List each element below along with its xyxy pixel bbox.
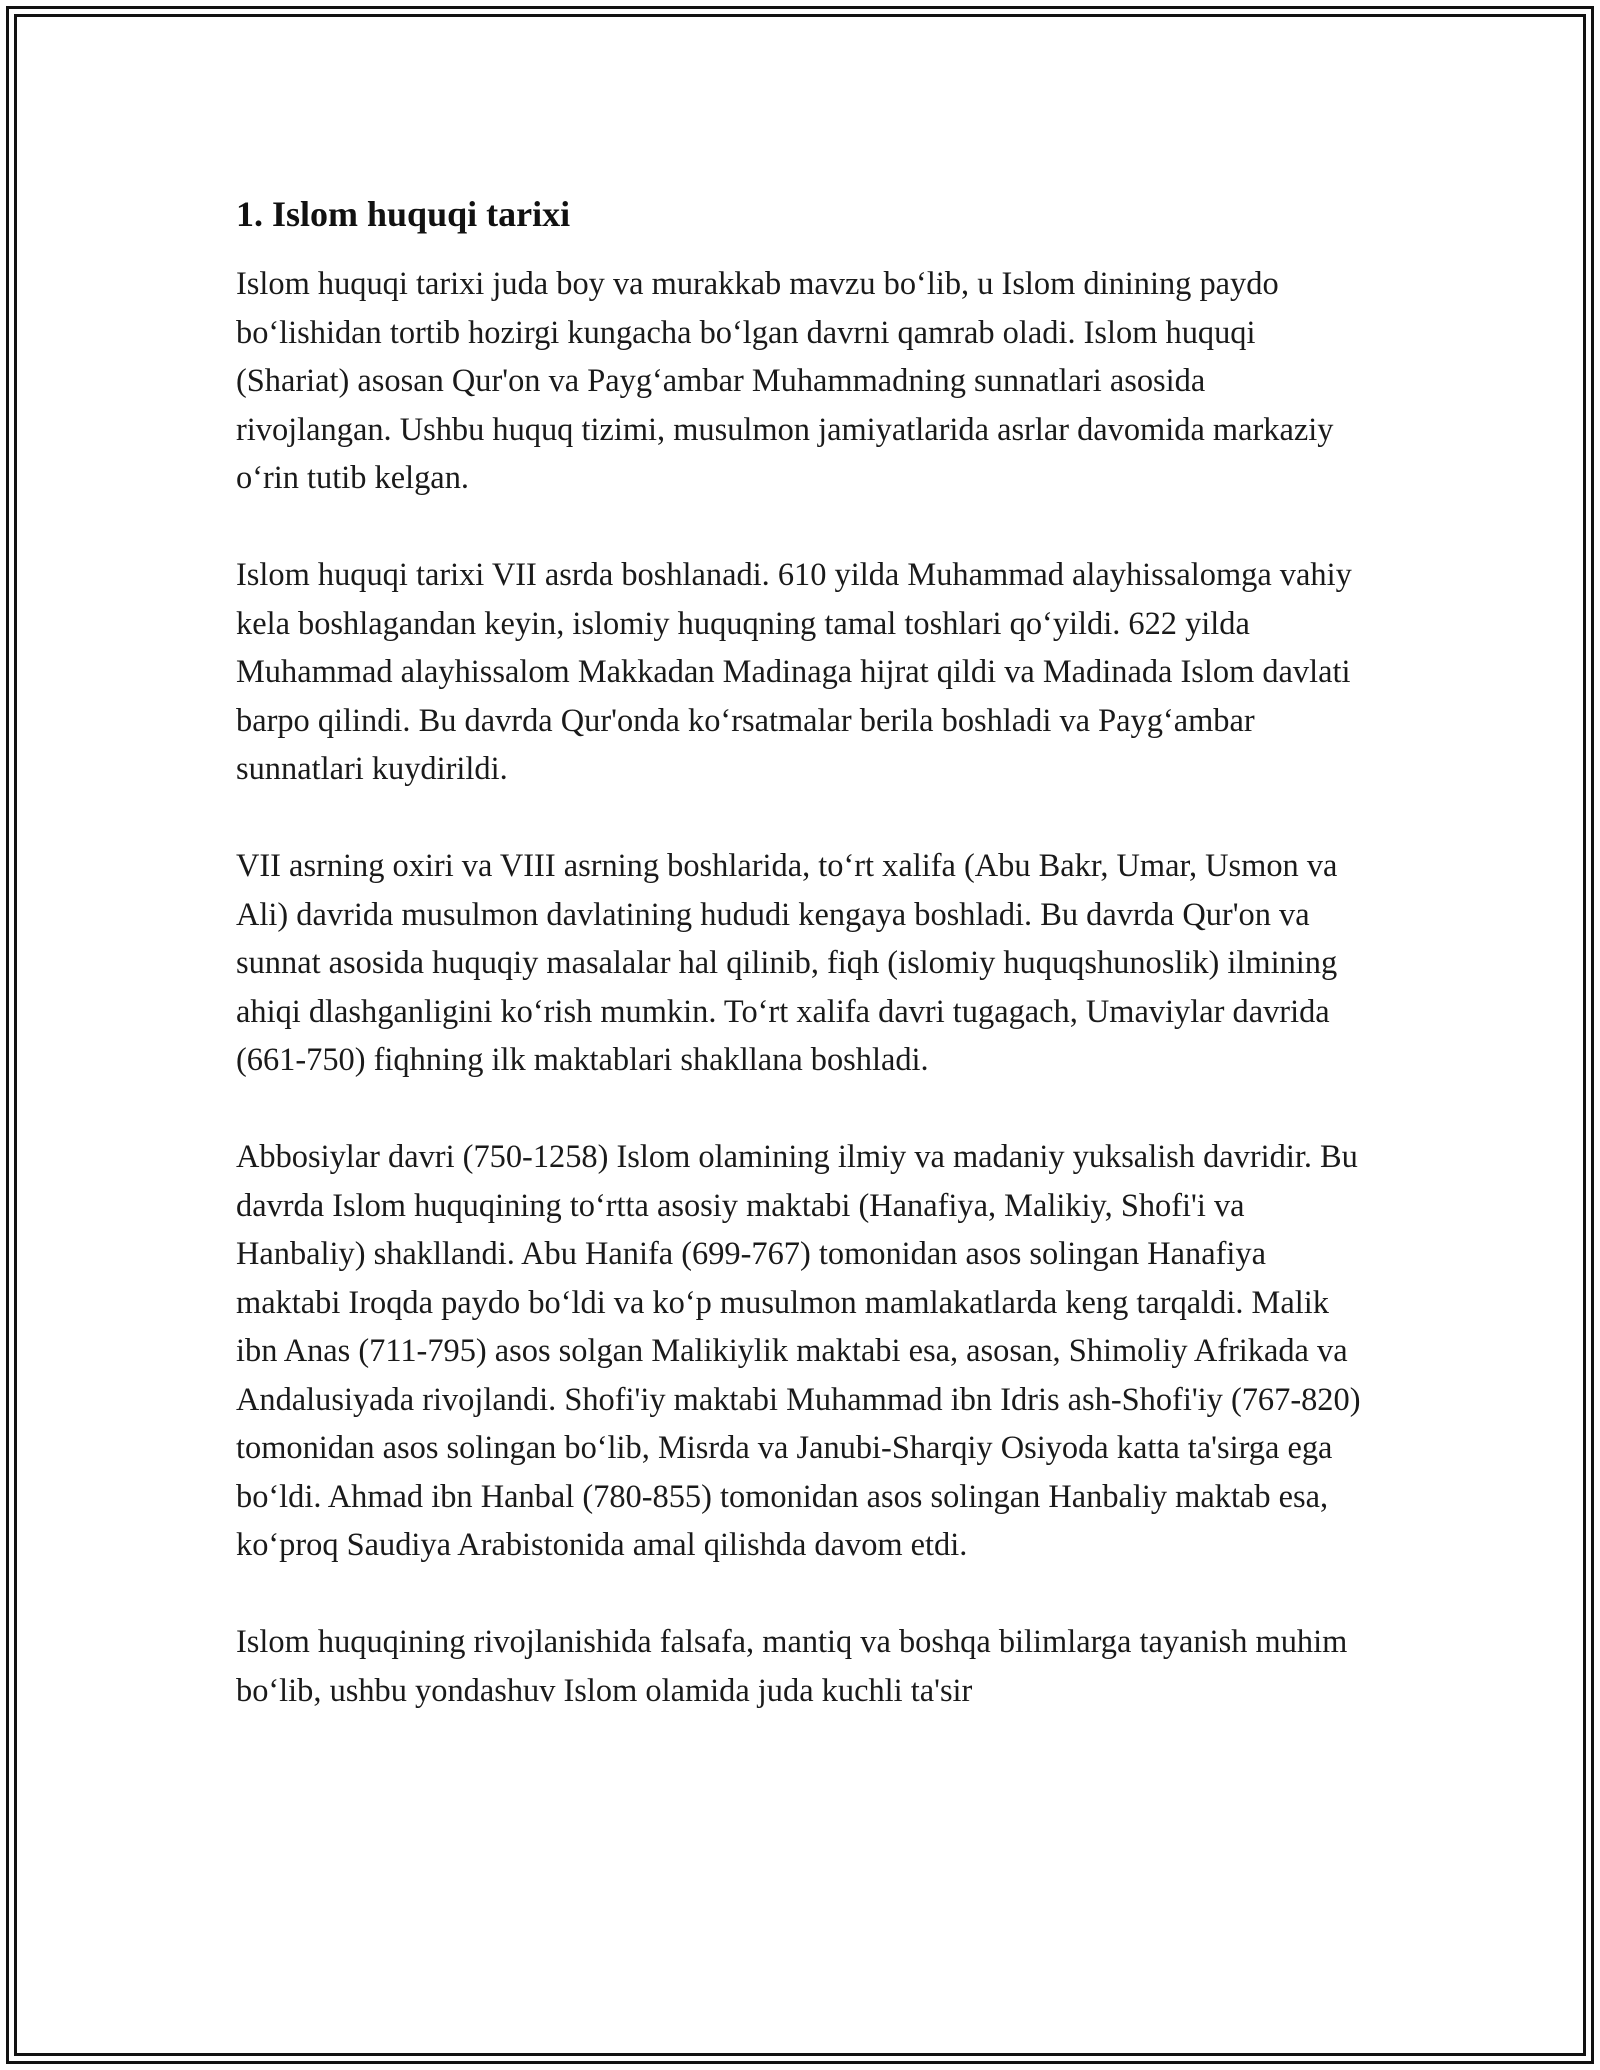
paragraph-abbasids: Abbosiylar davri (750-1258) Islom olamining ilmiy va madaniy yuksalish davridir. Bu davrda Islom huquqining to‘rtta asosiy maktabi (Hanafiya, Malikiy, Shofi'i va Hanbaliy) shakllandi. Abu Hanifa (699-767) tomonidan asos solingan Hanafiya maktabi Iroqda paydo bo‘ldi va ko‘p musulmon mamlakatlarda keng tarqaldi. Malik ibn Anas (711-795) asos solgan Malikiylik maktabi esa, asosan, Shimoliy Afrikada va Andalusiyada rivojlandi. Shofi'iy maktabi Muhammad ibn Idris ash-Shofi'iy (767-820) tomonidan asos solingan bo‘lib, Misrda va Janubi-Sharqiy Osiyoda katta ta'sirga ega bo‘ldi. Ahmad ibn Hanbal (780-855) tomonidan asos solingan Hanbaliy maktab esa, ko‘proq Saudiya Arabistonida amal qilishda davom etdi.	[236, 1139, 1361, 1563]
paragraph-intro: Islom huquqi tarixi juda boy va murakkab mavzu bo‘lib, u Islom dinining paydo bo‘lishidan tortib hozirgi kungacha bo‘lgan davrni qamrab oladi. Islom huquqi (Shariat) asosan Qur'on va Payg‘ambar Muhammadning sunnatlari asosida rivojlangan. Ushbu huquq tizimi, musulmon jamiyatlarida asrlar davomida markaziy o‘rin tutib kelgan.	[236, 266, 1334, 496]
paragraph-caliphs: VII asrning oxiri va VIII asrning boshlarida, to‘rt xalifa (Abu Bakr, Umar, Usmon va Ali) davrida musulmon davlatining hududi kengaya boshladi. Bu davrda Qur'on va sunnat asosida huquqiy masalalar hal qilinib, fiqh (islomiy huquqshunoslik) ilmining ahiqi dlashganligini ko‘rish mumkin. To‘rt xalifa davri tugagach, Umaviylar davrida (661-750) fiqhning ilk maktablari shakllana boshladi.	[236, 848, 1338, 1078]
section-heading: 1. Islom huquqi tarixi	[236, 194, 571, 234]
document-body	[236, 190, 1366, 1764]
paragraph-philosophy: Islom huquqining rivojlanishida falsafa, mantiq va boshqa bilimlarga tayanish muhim bo‘lib, ushbu yondashuv Islom olamida juda kuchli ta'sir	[236, 1624, 1348, 1709]
paragraph-seventh-century: Islom huquqi tarixi VII asrda boshlanadi. 610 yilda Muhammad alayhissalomga vahiy kela boshlagandan keyin, islomiy huquqning tamal toshlari qo‘yildi. 622 yilda Muhammad alayhissalom Makkadan Madinaga hijrat qildi va Madinada Islom davlati barpo qilindi. Bu davrda Qur'onda ko‘rsatmalar berila boshladi va Payg‘ambar sunnatlari kuydirildi.	[236, 557, 1352, 787]
